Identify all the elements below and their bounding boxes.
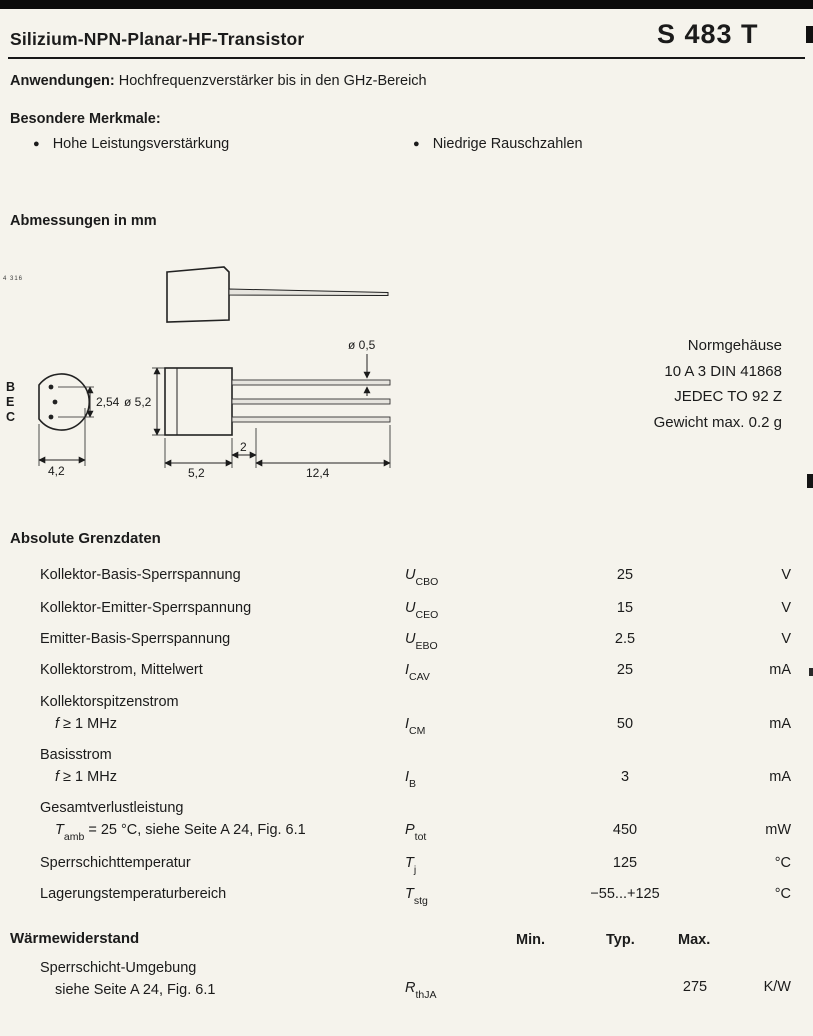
pin-label-c: C (6, 410, 16, 424)
param-value: −55...+125 (590, 886, 660, 902)
param-symbol: $R_{thJA}$ (405, 980, 437, 1001)
max-ratings-section (10, 530, 803, 922)
pin-label-e: E (6, 395, 15, 409)
param-symbol: $I_{CM}$ (405, 716, 426, 737)
param-value-max: 275 (682, 979, 708, 995)
param-unit: mW (765, 822, 791, 838)
section-heading: Absolute Grenzdaten (10, 530, 161, 547)
param-name: Kollektorspitzenstrom (40, 694, 179, 710)
param-condition: $T_{amb} = 25$ °C, siehe Seite A 24, Fig. 6.1 (55, 822, 306, 843)
applications-label: Anwendungen: (10, 73, 115, 89)
param-name: Kollektor-Emitter-Sperrspannung (40, 600, 252, 616)
housing-line: Gewicht max. 0.2 g (653, 413, 782, 431)
param-symbol: $T_j$ (405, 855, 417, 876)
param-value: 2.5 (614, 631, 636, 647)
dimensions-label: Abmessungen in mm (10, 213, 157, 229)
param-unit: K/W (763, 979, 791, 995)
param-unit: V (781, 600, 791, 616)
param-unit: V (781, 567, 791, 583)
param-value: 25 (616, 662, 634, 678)
scan-edge-mark (807, 474, 813, 488)
feature-label: Hohe Leistungsverstärkung (52, 136, 230, 152)
param-condition: f ≥ 1 MHz (55, 769, 117, 785)
column-header-typ: Typ. (606, 932, 635, 948)
housing-info (654, 333, 782, 435)
param-unit: mA (769, 716, 791, 732)
bullet-icon: ● (413, 138, 420, 150)
param-unit: V (781, 631, 791, 647)
param-value: 15 (616, 600, 634, 616)
param-symbol: $U_{EBO}$ (405, 631, 438, 652)
param-value: 450 (612, 822, 638, 838)
feature-label: Niedrige Rauschzahlen (432, 136, 583, 152)
param-symbol: $P_{tot}$ (405, 822, 427, 843)
param-value: 3 (620, 769, 630, 785)
column-header-max: Max. (678, 932, 711, 948)
dim-body-dia: ø 5,2 (124, 395, 152, 409)
pin-label-b: B (6, 380, 16, 394)
param-name: Emitter-Basis-Sperrspannung (40, 631, 231, 647)
package-side-view (124, 338, 390, 480)
param-unit: °C (774, 855, 791, 871)
dim-width-flat: 4,2 (48, 464, 65, 478)
param-symbol: $I_B$ (405, 769, 417, 790)
param-name: Lagerungstemperaturbereich (40, 886, 227, 902)
features-label: Besondere Merkmale: (10, 111, 161, 127)
feature-item (33, 136, 229, 152)
package-bottom-view (6, 374, 120, 478)
dim-lead-seat: 2 (240, 440, 247, 454)
param-name: Gesamtverlustleistung (40, 800, 184, 816)
scan-edge-top (0, 0, 813, 9)
param-value: 125 (612, 855, 638, 871)
dim-lead-length: 12,4 (306, 466, 330, 480)
param-unit: °C (774, 886, 791, 902)
param-name: Kollektorstrom, Mittelwert (40, 662, 203, 678)
applications-text: Hochfrequenzverstärker bis in den GHz-Bereich (118, 73, 427, 89)
param-value: 25 (616, 567, 634, 583)
param-name: Sperrschicht-Umgebung (40, 960, 197, 976)
dim-body-width: 5,2 (188, 466, 205, 480)
housing-line: Normgehäuse (687, 337, 782, 354)
part-number: S 483 T (657, 19, 759, 49)
scan-edge-mark (809, 668, 813, 676)
housing-line: 10 A 3 DIN 41868 (664, 362, 782, 380)
dim-pin-pitch: 2,54 (96, 395, 120, 409)
scan-edge-mark (806, 26, 813, 43)
param-symbol: $U_{CBO}$ (405, 567, 439, 588)
dim-lead-dia: ø 0,5 (348, 338, 376, 352)
param-name: Sperrschichttemperatur (40, 855, 191, 871)
page-title: Silizium-NPN-Planar-HF-Transistor (10, 29, 305, 49)
param-condition: f ≥ 1 MHz (55, 716, 117, 732)
applications-line (10, 71, 427, 91)
feature-item (413, 136, 583, 152)
param-value: 50 (616, 716, 634, 732)
scan-artifact-code: 4 316 (3, 276, 24, 282)
param-symbol: $U_{CEO}$ (405, 600, 439, 621)
param-symbol: $I_{CAV}$ (405, 662, 430, 683)
housing-line: JEDEC TO 92 Z (674, 388, 782, 405)
param-condition: siehe Seite A 24, Fig. 6.1 (55, 982, 216, 998)
param-name: Basisstrom (40, 747, 112, 763)
package-top-view (167, 267, 388, 322)
package-drawing (0, 248, 500, 488)
param-unit: mA (769, 662, 791, 678)
param-unit: mA (769, 769, 791, 785)
column-header-min: Min. (516, 932, 545, 948)
bullet-icon: ● (33, 138, 40, 150)
param-name: Kollektor-Basis-Sperrspannung (40, 567, 241, 583)
section-heading: Wärmewiderstand (10, 930, 140, 947)
thermal-resistance-section (10, 930, 803, 1020)
title-divider (8, 57, 805, 59)
param-symbol: $T_{stg}$ (405, 886, 428, 907)
